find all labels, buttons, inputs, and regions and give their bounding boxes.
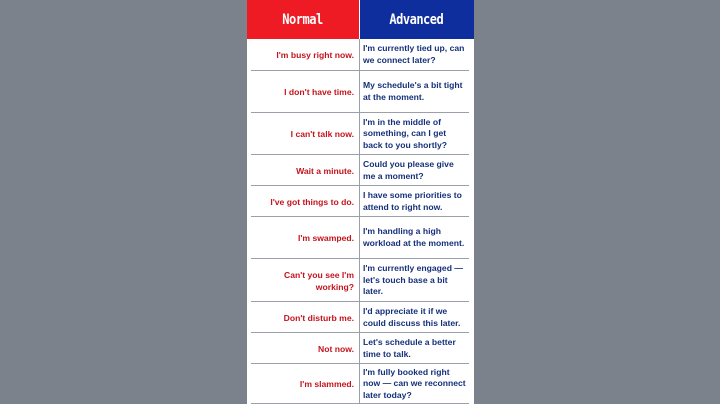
normal-phrase: I've got things to do.	[270, 196, 354, 207]
normal-phrase: I'm slammed.	[299, 379, 354, 389]
table-row	[247, 39, 474, 71]
advanced-header-label: Advanced	[389, 11, 444, 28]
table-row	[247, 113, 474, 155]
advanced-phrase: I'd appreciate it if we could discuss this later.	[363, 305, 461, 328]
table-row	[247, 155, 474, 186]
table-body	[247, 39, 474, 404]
normal-phrase: Can't you see I'm working?	[284, 269, 354, 292]
table-row	[247, 259, 474, 302]
normal-phrase: Don't disturb me.	[283, 312, 354, 323]
advanced-phrase: Let's schedule a better time to talk.	[363, 336, 456, 359]
normal-phrase: I don't have time.	[284, 87, 354, 97]
advanced-phrase: I'm handling a high workload at the moment.	[363, 226, 465, 248]
phrase-comparison-card	[247, 0, 474, 404]
advanced-phrase: I'm currently tied up, can we connect later?	[363, 43, 465, 65]
table-row	[247, 302, 474, 333]
normal-phrase: I can't talk now.	[290, 129, 354, 139]
table-header	[247, 0, 474, 39]
normal-phrase: I'm busy right now.	[276, 50, 354, 60]
table-row	[247, 217, 474, 259]
normal-phrase: Wait a minute.	[296, 165, 354, 176]
normal-phrase: Not now.	[318, 343, 354, 354]
normal-header-label: Normal	[282, 11, 323, 28]
normal-phrase: I'm swamped.	[297, 233, 354, 243]
advanced-phrase: I have some priorities to attend to right now.	[363, 189, 462, 212]
table-row	[247, 333, 474, 364]
table-row	[247, 71, 474, 113]
advanced-phrase: Could you please give me a moment?	[363, 158, 454, 181]
table-row	[247, 186, 474, 217]
table-row	[247, 364, 474, 404]
advanced-phrase: My schedule's a bit tight at the moment.	[363, 80, 463, 102]
advanced-phrase: I'm currently engaged — let's touch base a bit later.	[363, 263, 463, 297]
normal-column-header	[247, 0, 359, 39]
advanced-phrase: I'm in the middle of something, can I get back to you shortly?	[363, 116, 448, 150]
advanced-phrase: I'm fully booked right now — can we reconnect later today?	[363, 366, 466, 400]
advanced-column-header	[359, 0, 475, 39]
